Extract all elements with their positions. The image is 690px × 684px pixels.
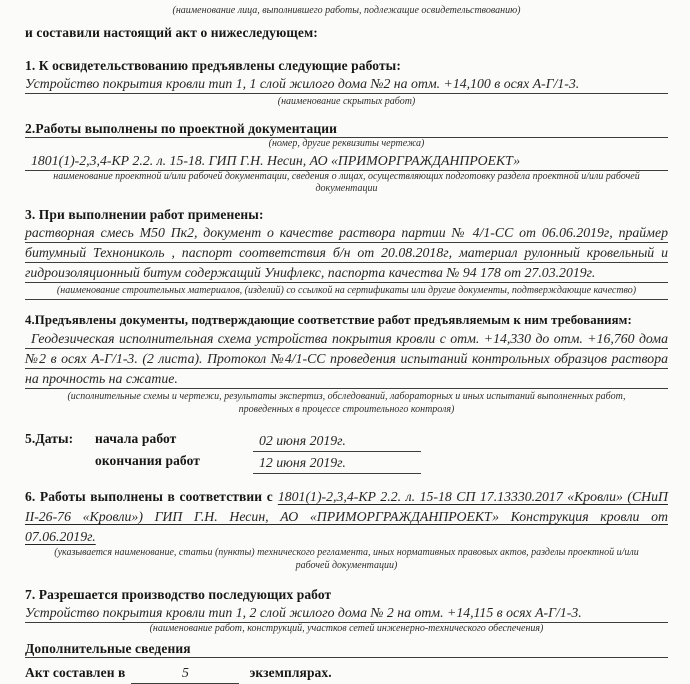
section-7-hint: (наименование работ, конструкций, участков сетей инженерно-технического обеспечения) [149, 623, 544, 634]
intro-statement: и составили настоящий акт о нижеследующем: [25, 24, 318, 40]
copies-prefix: Акт составлен в [25, 664, 126, 680]
section-5-dates-label: 5.Даты: [25, 431, 74, 446]
copies-suffix: экземплярах. [249, 664, 332, 680]
section-2-number-hint: (номер, другие реквизиты чертежа) [268, 138, 425, 149]
section-6-value: 1801(1)-2,3,4-КР 2.2. л. 15-18 СП 17.13330.2017 «Кровли» (СНиП II-26-76 «Кровли») ГИП Г.Н. Несин, АО «ПРИМОРГРАЖДАНПРОЕКТ» Конструкция кровли от 07.06.2019г. [25, 489, 668, 544]
section-3-heading: 3. При выполнении работ применены: [25, 206, 264, 222]
start-date-row [25, 430, 668, 452]
section-2-heading: 2.Работы выполнены по проектной документации [25, 120, 668, 138]
section-2-doc-hint: наименование проектной и/или рабочей документации, сведения о лицах, осуществляющих подготовку раздела проектной и/или рабочей документации [53, 170, 640, 194]
end-date-value: 12 июня 2019г. [253, 452, 421, 474]
section-4-documents-hint: (исполнительные схемы и чертежи, результаты экспертиз, обследований, лабораторных и иных испытаний выполненных работ, проведенных в процессе строительного контроля) [67, 391, 626, 415]
performer-hint: (наименование лица, выполнившего работы, подлежащие освидетельствованию) [172, 5, 521, 16]
end-date-row [25, 452, 668, 474]
start-date-value: 02 июня 2019г. [253, 430, 421, 452]
section-6-heading: 6. Работы выполнены в соответствии с [25, 489, 273, 504]
section-2-value: 1801(1)-2,3,4-КР 2.2. л. 15-18. ГИП Г.Н. Несин, АО «ПРИМОРГРАЖДАНПРОЕКТ» [25, 151, 668, 171]
start-date-label: начала работ [95, 431, 177, 446]
section-6-text [25, 487, 668, 547]
section-3-materials-hint: (наименование строительных материалов, (изделий) со ссылкой на сертификаты или другие документы, подтверждающие качество) [25, 285, 668, 301]
section-4-value: Геодезическая исполнительная схема устройства покрытия кровли с отм. +14,330 до отм. +16,760 дома №2 в осях А-Г/1-3. (2 листа). Протокол №4/1-СС проведения испытаний контрольных образцов раствора на прочность на сжатие. [25, 329, 668, 389]
section-3-value: растворная смесь М50 Пк2, документ о качестве раствора партии № 4/1-СС от 06.06.2019г, праймер битумный Технониколь , паспорт соответствия б/н от 20.08.2018г, материал рулонный кровельный и гидроизоляционный битум содержащий Унифлекс, паспорта качества № 94 178 от 27.03.2019г. [25, 223, 668, 283]
section-7-value: Устройство покрытия кровли тип 1, 2 слой жилого дома № 2 на отм. +14,115 в осях А-Г/1-3. [25, 603, 668, 623]
copies-statement [25, 662, 668, 684]
section-4-heading: 4.Предъявлены документы, подтверждающие соответствие работ предъявляемым к ним требованиям: [25, 313, 632, 327]
section-7-heading: 7. Разрешается производство последующих работ [25, 587, 332, 602]
additional-info-label: Дополнительные сведения [25, 640, 668, 658]
section-6-regulations-hint: (указывается наименование, статьи (пункты) технического регламента, иных нормативных правовых актов, разделы проектной и/или рабочей документации) [54, 547, 639, 571]
copies-count: 5 [131, 662, 239, 684]
section-1-heading: 1. К освидетельствованию предъявлены следующие работы: [25, 57, 401, 73]
end-date-label: окончания работ [95, 453, 201, 468]
section-1-hint: (наименование скрытых работ) [277, 95, 416, 107]
section-1-value: Устройство покрытия кровли тип 1, 1 слой жилого дома №2 на отм. +14,100 в осях А-Г/1-3. [25, 74, 668, 94]
